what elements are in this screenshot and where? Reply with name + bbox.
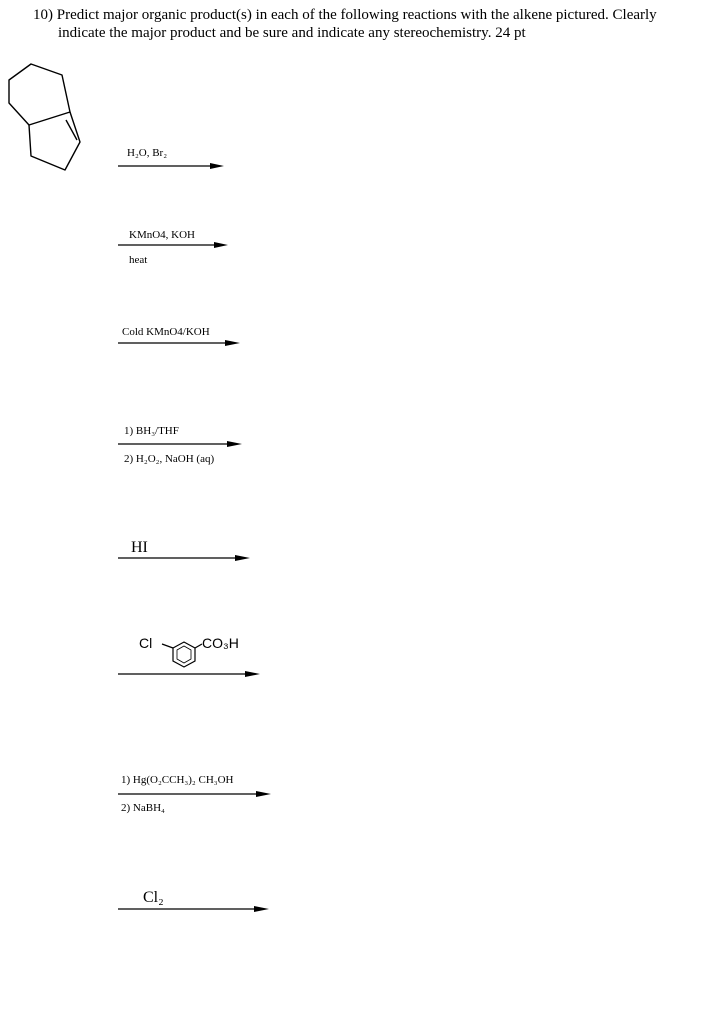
alkene-structure bbox=[0, 0, 100, 180]
question-line-1: 10) Predict major organic product(s) in each of the following reactions with the alkene pictured. Clearly bbox=[33, 7, 657, 23]
reagent-above: KMnO4, KOH bbox=[129, 229, 195, 241]
peracid-label: CO₃H bbox=[202, 635, 239, 651]
reaction-5 bbox=[118, 536, 258, 566]
reaction-7 bbox=[118, 772, 278, 822]
reaction-2 bbox=[118, 226, 233, 271]
reaction-arrow-head bbox=[245, 671, 260, 677]
reaction-1 bbox=[118, 138, 228, 178]
reaction-8 bbox=[118, 888, 278, 918]
aromatic-circle bbox=[177, 646, 191, 663]
reaction-6 bbox=[118, 630, 268, 682]
question-text bbox=[33, 6, 713, 42]
bond-to-co3h bbox=[195, 644, 202, 648]
reagent-above: Cl₂ bbox=[143, 889, 164, 906]
reaction-arrow bbox=[118, 322, 248, 352]
reagent-above: 1) Hg(O₂CCH₃)₂ CH₃OH bbox=[121, 774, 234, 786]
reaction-4 bbox=[118, 422, 248, 472]
reaction-arrow bbox=[118, 536, 258, 566]
six-membered-ring bbox=[9, 64, 70, 125]
question-line-2: indicate the major product and be sure and indicate any stereochemistry. 24 pt bbox=[58, 25, 526, 41]
reagent-above: Cold KMnO4/KOH bbox=[122, 326, 210, 338]
bond-to-cl bbox=[162, 644, 173, 648]
chlorine-label: Cl bbox=[139, 635, 153, 651]
reaction-arrow bbox=[118, 138, 228, 178]
reagent-above: H₂O, Br₂ bbox=[127, 147, 168, 159]
reaction-arrow bbox=[118, 888, 278, 918]
condition-below: heat bbox=[129, 254, 148, 266]
reagent-above: 1) BH₃/THF bbox=[124, 425, 179, 437]
reagent-above: HI bbox=[131, 539, 148, 556]
condition-below: 2) H₂O₂, NaOH (aq) bbox=[124, 453, 215, 465]
five-membered-ring bbox=[29, 112, 80, 170]
reaction-3 bbox=[118, 322, 248, 352]
condition-below: 2) NaBH₄ bbox=[121, 802, 165, 814]
